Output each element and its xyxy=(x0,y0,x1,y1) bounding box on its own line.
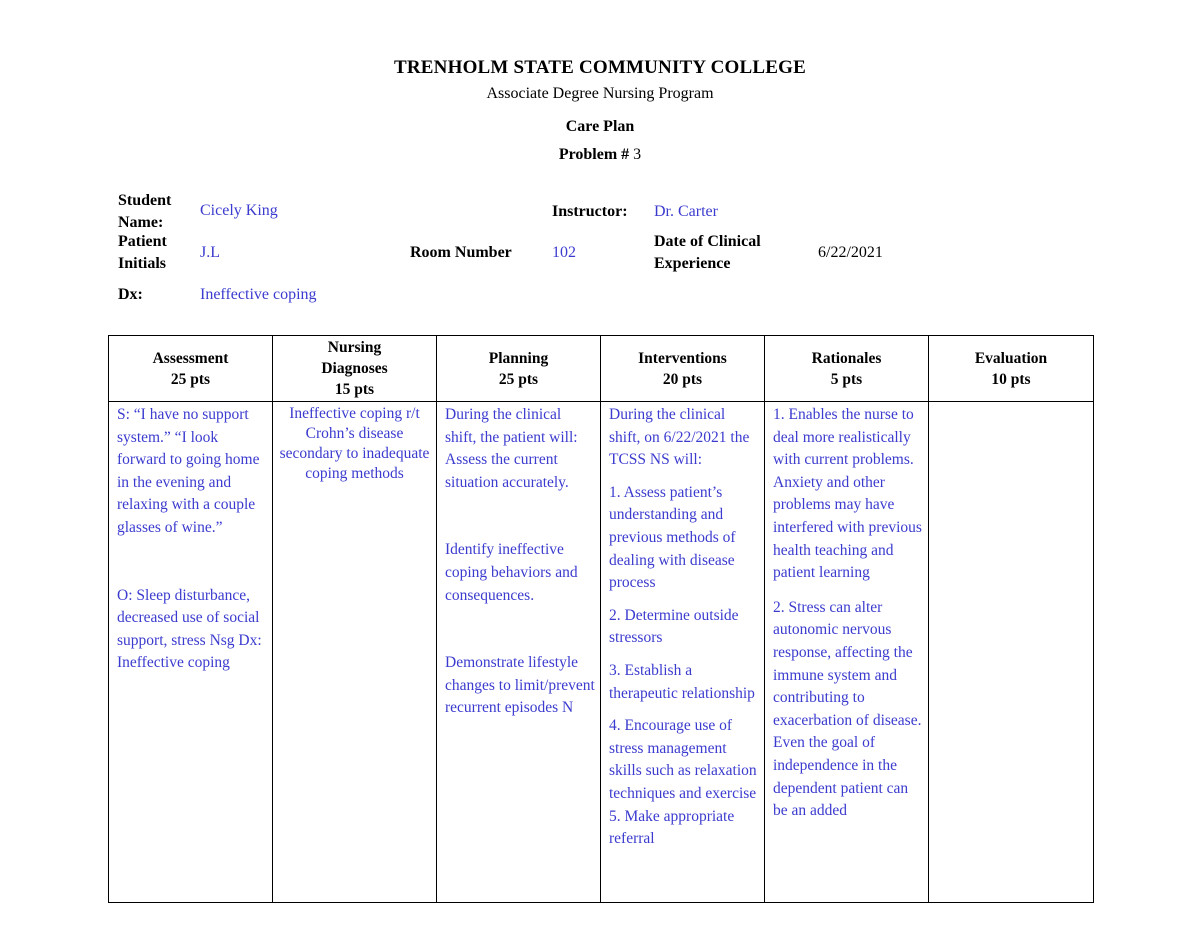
planning-goal-2: Identify ineffective coping behaviors and consequences. xyxy=(445,541,578,604)
date-label-line2: Experience xyxy=(654,255,731,272)
patient-initials-label xyxy=(118,231,167,275)
planning-goal-1: During the clinical shift, the patient will: Assess the current situation accurately. xyxy=(445,406,578,491)
rationales-cell xyxy=(765,402,929,903)
patient-label-line2: Initials xyxy=(118,255,167,272)
student-label-line1: Student xyxy=(118,192,172,209)
header-assessment-pts: 25 pts xyxy=(170,370,211,388)
dx-value: Ineffective coping xyxy=(200,286,317,303)
diagnosis-cell xyxy=(273,402,437,903)
header-rationales-pts: 5 pts xyxy=(830,370,863,388)
care-plan-table xyxy=(108,335,1094,903)
header-rationales xyxy=(765,336,929,402)
room-number-value: 102 xyxy=(552,244,576,261)
table-header-row xyxy=(109,336,1094,402)
assessment-subjective: S: “I have no support system.” “I look forward to going home in the evening and relaxing with a couple glasses of wine.” xyxy=(117,406,260,536)
date-label-line1: Date of Clinical xyxy=(654,233,761,250)
header-rationales-name: Rationales xyxy=(811,349,882,367)
problem-value: 3 xyxy=(633,146,642,163)
header-evaluation xyxy=(929,336,1094,402)
intervention-1: 1. Assess patient’s understanding and previous methods of dealing with disease process xyxy=(609,483,736,592)
intervention-2: 2. Determine outside stressors xyxy=(609,606,739,647)
dx-label: Dx: xyxy=(118,286,143,303)
header-interventions xyxy=(601,336,765,402)
evaluation-text xyxy=(937,404,1089,902)
header-diagnoses-name2: Diagnoses xyxy=(321,360,388,377)
header-evaluation-name: Evaluation xyxy=(974,349,1048,367)
rationale-2: 2. Stress can alter autonomic nervous response, affecting the immune system and contributing to exacerbation of disease. Even the goal of independence in the dependent patient can be an added xyxy=(773,598,922,820)
header-planning-name: Planning xyxy=(488,349,549,367)
care-plan-title: Care Plan xyxy=(565,118,635,135)
header-diagnoses-name1: Nursing xyxy=(327,339,382,356)
header-evaluation-pts: 10 pts xyxy=(991,370,1031,388)
interventions-intro: During the clinical shift, on 6/22/2021 the TCSS NS will: xyxy=(609,406,750,469)
assessment-cell xyxy=(109,402,273,903)
evaluation-cell xyxy=(929,402,1094,903)
rationale-1: 1. Enables the nurse to deal more realistically with current problems. Anxiety and other problems may have interfered with previous health teaching and patient learning xyxy=(773,406,922,582)
intervention-3: 3. Establish a therapeutic relationship xyxy=(609,661,755,702)
header-interventions-name: Interventions xyxy=(638,349,727,367)
header-nursing-diagnoses xyxy=(273,336,437,402)
instructor-value: Dr. Carter xyxy=(654,203,718,220)
header-planning-pts: 25 pts xyxy=(498,370,539,388)
planning-goal-3: Demonstrate lifestyle changes to limit/prevent recurrent episodes N xyxy=(445,654,595,717)
date-label xyxy=(654,231,761,275)
problem-number xyxy=(0,146,1200,164)
college-title: TRENHOLM STATE COMMUNITY COLLEGE xyxy=(394,57,806,78)
student-label-line2: Name: xyxy=(118,214,164,231)
patient-label-line1: Patient xyxy=(118,233,167,250)
diagnosis-text: Ineffective coping r/t Crohn’s disease secondary to inadequate coping methods xyxy=(279,405,430,482)
assessment-objective: O: Sleep disturbance, decreased use of social support, stress Nsg Dx: Ineffective coping xyxy=(117,586,262,672)
header-assessment-name: Assessment xyxy=(152,349,229,367)
planning-cell xyxy=(437,402,601,903)
header-planning xyxy=(437,336,601,402)
interventions-cell xyxy=(601,402,765,903)
problem-label: Problem # xyxy=(558,146,630,163)
instructor-label: Instructor: xyxy=(552,203,628,220)
header-assessment xyxy=(109,336,273,402)
table-row xyxy=(109,402,1094,903)
date-value: 6/22/2021 xyxy=(818,244,883,261)
intervention-4: 4. Encourage use of stress management skills such as relaxation techniques and exercise 5. Make appropriate referral xyxy=(609,717,757,848)
patient-initials-value: J.L xyxy=(200,244,220,261)
header-interventions-pts: 20 pts xyxy=(662,370,703,388)
program-subtitle: Associate Degree Nursing Program xyxy=(486,85,714,102)
room-number-label: Room Number xyxy=(410,244,512,261)
header-diagnoses-pts: 15 pts xyxy=(334,381,375,398)
student-name-value: Cicely King xyxy=(200,202,278,219)
student-name-label xyxy=(118,190,171,234)
